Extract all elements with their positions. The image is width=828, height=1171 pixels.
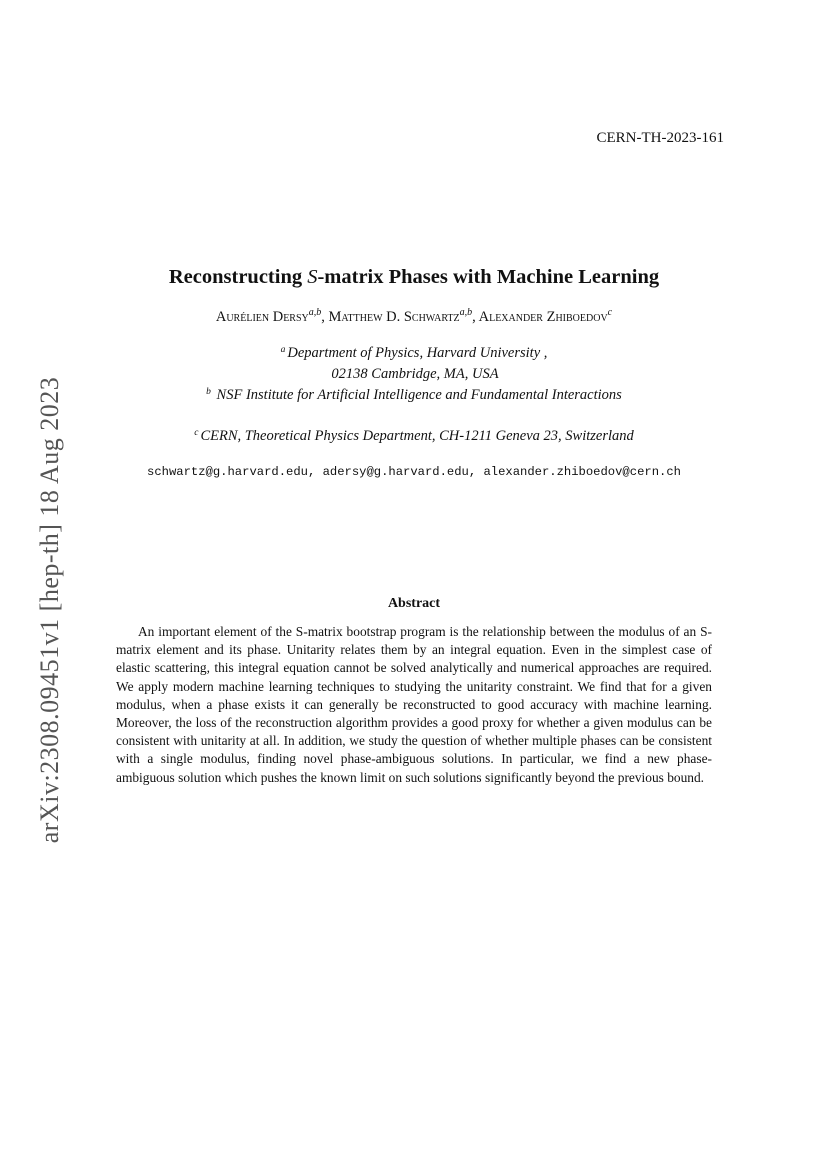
author-name: Matthew D. Schwartz (328, 309, 460, 325)
affiliation-mark: a (280, 345, 286, 355)
affiliation-line (0, 387, 828, 404)
abstract-body: An important element of the S-matrix bootstrap program is the relationship between the modulus of an S-matrix element and its phase. Unitarity relates them by an integral equation. Even in the simplest case of elastic scattering, this integral equation cannot be solved analytically and numerical approaches are required. We apply modern machine learning techniques to studying the unitarity constraint. We find that for a given modulus, when a phase exists it can generally be reconstructed to good accuracy with machine learning. Moreover, the loss of the reconstruction algorithm provides a good proxy for whether a given modulus can be consistent with unitarity at all. In addition, we study the question of whether multiple phases can be consistent with a single modulus, finding novel phase-ambiguous solutions. In particular, we find a new phase-ambiguous solution which pushes the known limit on such solutions significantly beyond the previous bound. (116, 624, 712, 785)
report-number: CERN-TH-2023-161 (596, 130, 724, 146)
affiliation-line (0, 428, 828, 445)
author-name: Alexander Zhiboedov (478, 309, 608, 325)
arxiv-identifier: arXiv:2308.09451v1 [hep-th] 18 Aug 2023 (35, 376, 64, 844)
affiliation-line (0, 345, 828, 362)
author-list (0, 307, 828, 326)
affiliation-text: 02138 Cambridge, MA, USA (331, 366, 499, 382)
title-suffix: -matrix Phases with Machine Learning (317, 266, 660, 288)
affiliation-text: CERN, Theoretical Physics Department, CH-1211 Geneva 23, Switzerland (200, 428, 634, 444)
author-affiliation-mark: a,b (459, 307, 473, 318)
title-math-symbol: S (307, 266, 318, 288)
paper-title (0, 266, 828, 289)
title-prefix: Reconstructing (168, 266, 308, 288)
affiliation-text: NSF Institute for Artificial Intelligence and Fundamental Interactions (212, 387, 622, 403)
abstract-heading: Abstract (387, 596, 441, 611)
affiliation-text: Department of Physics, Harvard University , (287, 345, 548, 361)
author-affiliation-mark: c (607, 307, 613, 318)
affiliation-mark: b (206, 387, 211, 397)
author-separator: , (472, 309, 479, 325)
author-affiliation-mark: a,b (308, 307, 322, 318)
contact-emails: schwartz@g.harvard.edu, adersy@g.harvard.edu, alexander.zhiboedov@cern.ch (147, 465, 681, 479)
author-name: Aurélien Dersy (215, 309, 309, 325)
author-separator: , (321, 309, 329, 325)
affiliation-mark: c (194, 428, 199, 438)
affiliation-line (0, 366, 828, 383)
